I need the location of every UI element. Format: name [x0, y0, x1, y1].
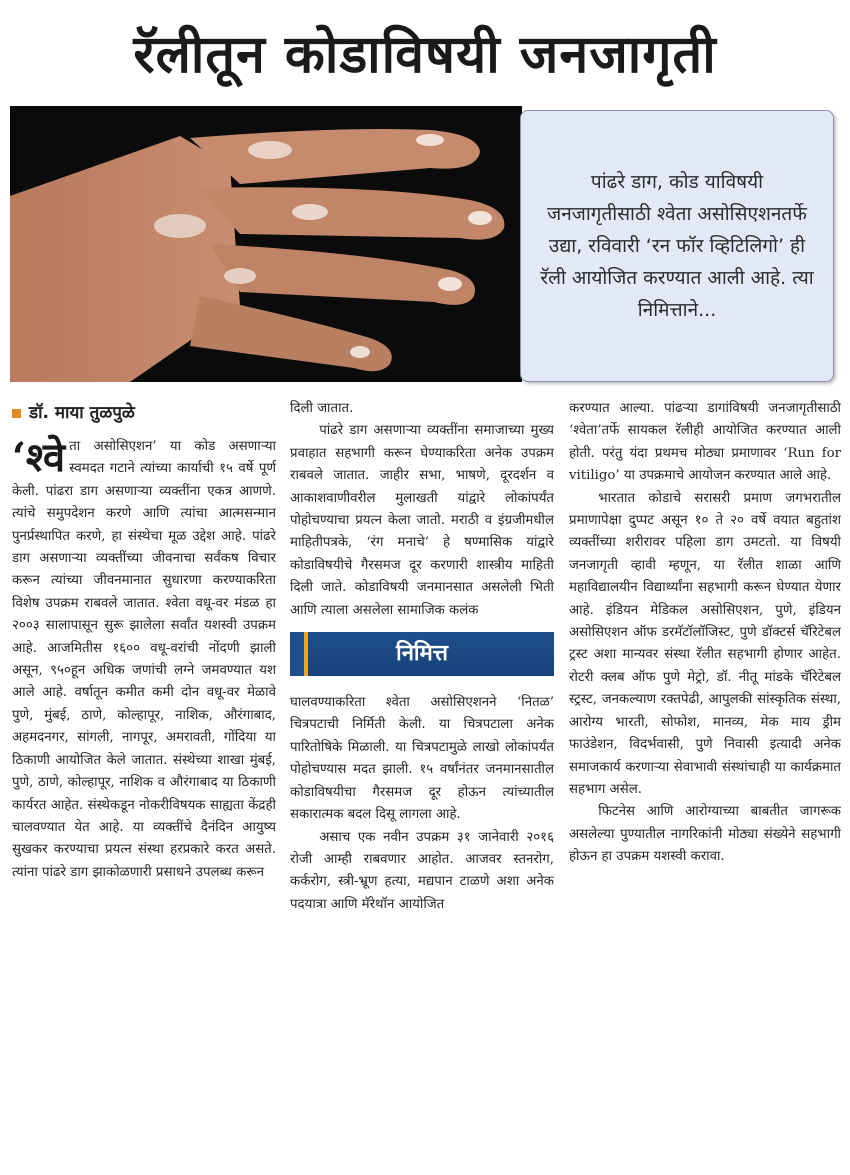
- drop-cap: ‘श्‍वे: [12, 434, 66, 481]
- article-paragraph: घालवण्याकरिता श्‍वेता असोसिएशनने ‘नितळ’ चित्रपटाची निर्मिती केली. या चित्रपटाला अनेक पारितोषिके मिळाली. या चित्रपटामुळे लाखो लोकांपर्यंत पोहोचण्यास मदत झाली. १५ वर्षांनंतर जनमानसातील कोडाविषयीचा गैरसमज दूर होऊन त्यांच्यातील सकारात्मक बदल दिसू लागला आहे.: [290, 695, 554, 823]
- article-paragraph: दिली जातात.: [290, 401, 354, 416]
- column-1: [12, 398, 276, 1169]
- column-3: [569, 398, 841, 1169]
- headline: रॅलीतून कोडाविषयी जनजागृती: [133, 24, 717, 85]
- vitiligo-hand-photo: [10, 106, 522, 382]
- byline: [12, 398, 276, 428]
- square-bullet-icon: [12, 409, 21, 418]
- paragraph-text: ता असोसिएशन’ या कोड असणाऱ्या स्वमदत गटाने त्यांच्या कार्याची १५ वर्षे पूर्ण केली. पांढरा डाग असणाऱ्या व्यक्तींना एकत्र आणणे. त्यांचे समुपदेशन करणे आणि त्यांचा आत्मसन्मान पुनर्प्रस्थापित करणे, हा संस्थेचा मूळ उद्देश आहे. पांढरे डाग असणाऱ्या व्यक्तींच्या जीवनाचा सर्वंकष विचार करून त्यांच्या जीवनमानात सुधारणा करण्याकरिता विशेष उपक्रम राबवले जातात. श्‍वेता वधू-वर मंडळ हा २००३ सालापासून सुरू झालेला सर्वांत यशस्वी उपक्रम आहे. आजमितीस १६०० वधू-वरांची नोंदणी झाली असून, ९५०हून अधिक जणांची लग्ने जमवण्यात यश आले आहे. वर्षातून कमीत कमी दोन वधू-वर मेळावे पुणे, मुंबई, ठाणे, कोल्हापूर, नाशिक, औरंगाबाद, अहमदनगर, सांगली, नागपूर, अमरावती, गोंदिया या ठिकाणी आयोजित केले जातात. संस्थेच्या शाखा मुंबई, पुणे, ठाणे, कोल्हापूर, नाशिक व औरंगाबाद या ठिकाणी कार्यरत आहेत. संस्थेकडून नोकरीविषयक साह्यता केंद्रही चालवण्यात येत आहे. या व्यक्तींचे दैनंदिन आयुष्य सुखकर करण्याचा प्रयत्न संस्था हरप्रकारे करत असते. त्यांना पांढरे डाग झाकोळणारी प्रसाधने उपलब्ध करून: [12, 439, 276, 880]
- article-paragraph: करण्यात आल्या. पांढऱ्या डागांविषयी जनजागृतीसाठी ‘श्‍वेता’तर्फे सायकल रॅलीही आयोजित करण्यात आली होती. परंतु यंदा प्रथमच मोठ्या प्रमाणावर ‘Run for vitiligo’ या उपक्रमाचे आयोजन करण्यात आले आहे.: [569, 401, 841, 484]
- callout-box: [520, 110, 834, 382]
- article-paragraph: असाच एक नवीन उपक्रम ३१ जानेवारी २०१६ रोजी आम्ही राबवणार आहोत. आजवर स्तनरोग, कर्करोग, स्त्री-भ्रूण हत्या, मद्यपान टाळणे अशा अनेक पदयात्रा आणि मॅरेथॉन आयोजित: [290, 829, 554, 912]
- callout-text: पांढरे डाग, कोड याविषयी जनजागृतीसाठी श्‍वेता असोसिएशनतर्फे उद्या, रविवारी ‘रन फॉर व्हिटिलिगो’ ही रॅली आयोजित करण्यात आली आहे. त्या निमित्ताने...: [540, 171, 814, 321]
- article-paragraph: फिटनेस आणि आरोग्याच्या बाबतीत जागरूक असलेल्या पुण्यातील नागरिकांनी मोठ्या संख्येने सहभागी होऊन हा उपक्रम यशस्वी करावा.: [569, 804, 841, 865]
- article-paragraph: भारतात कोडाचे सरासरी प्रमाण जगभरातील प्रमाणापेक्षा दुप्पट असून १० ते २० वर्षे वयात बहुतांश व्यक्तींच्या शरीरावर पहिला डाग उमटतो. या विषयी जनजागृती व्हावी म्हणून, या रॅलीत शाळा आणि महाविद्यालयीन विद्यार्थ्यांना सहभागी करून घेण्यात येणार आहे. इंडियन मेडिकल असोसिएशन, पुणे, इंडियन असोसिएशन ऑफ डरमॅटॉलॉजिस्ट, पुणे डॉक्टर्स चॅरिटेबल ट्रस्ट अशा मान्यवर संस्था रॅलीत सहभागी होणार आहेत. रोटरी क्लब ऑफ पुणे मेट्रो, डॉ. नीतू मांडके चॅरिटेबल स्ट्रस्ट, जनकल्याण रक्तपेढी, आपुलकी सांस्कृतिक संस्था, आरोग्य भारती, सोफोश, मानव्य, मेक माय ड्रीम फाउंडेशन, विदर्भवासी, पुणे निवासी इत्यादी अनेक समाजकार्य करणाऱ्या सेवाभावी संस्थांचाही या कार्यक्रमात सहभाग असेल.: [569, 490, 841, 797]
- accent-stripe: [290, 632, 308, 676]
- article-paragraph: पांढरे डाग असणाऱ्या व्यक्तींना समाजाच्या मुख्य प्रवाहात सहभागी करून घेण्याकरिता अनेक उपक्रम राबवले जातात. जाहीर सभा, भाषणे, दूरदर्शन व आकाशवाणीवरील मुलाखती यांद्वारे लोकांपर्यंत पोहोचण्याचा प्रयत्न केला जातो. मराठी व इंग्रजीमधील माहितीपत्रके, ‘रंग मनाचे’ हे षण्मासिक यांद्वारे कोडाविषयीचे गैरसमज दूर करणारी शास्त्रीय माहिती दिली जाते. कोडाविषयी जनमानसात असलेली भिती आणि त्याला असलेला सामाजिक कलंक: [290, 423, 554, 618]
- section-heading-box: [290, 632, 554, 676]
- author-name: डॉ. माया तुळपुळे: [29, 402, 135, 423]
- article-paragraph: [12, 436, 276, 884]
- column-2: [290, 398, 554, 1169]
- section-heading: निमित्त: [396, 640, 448, 666]
